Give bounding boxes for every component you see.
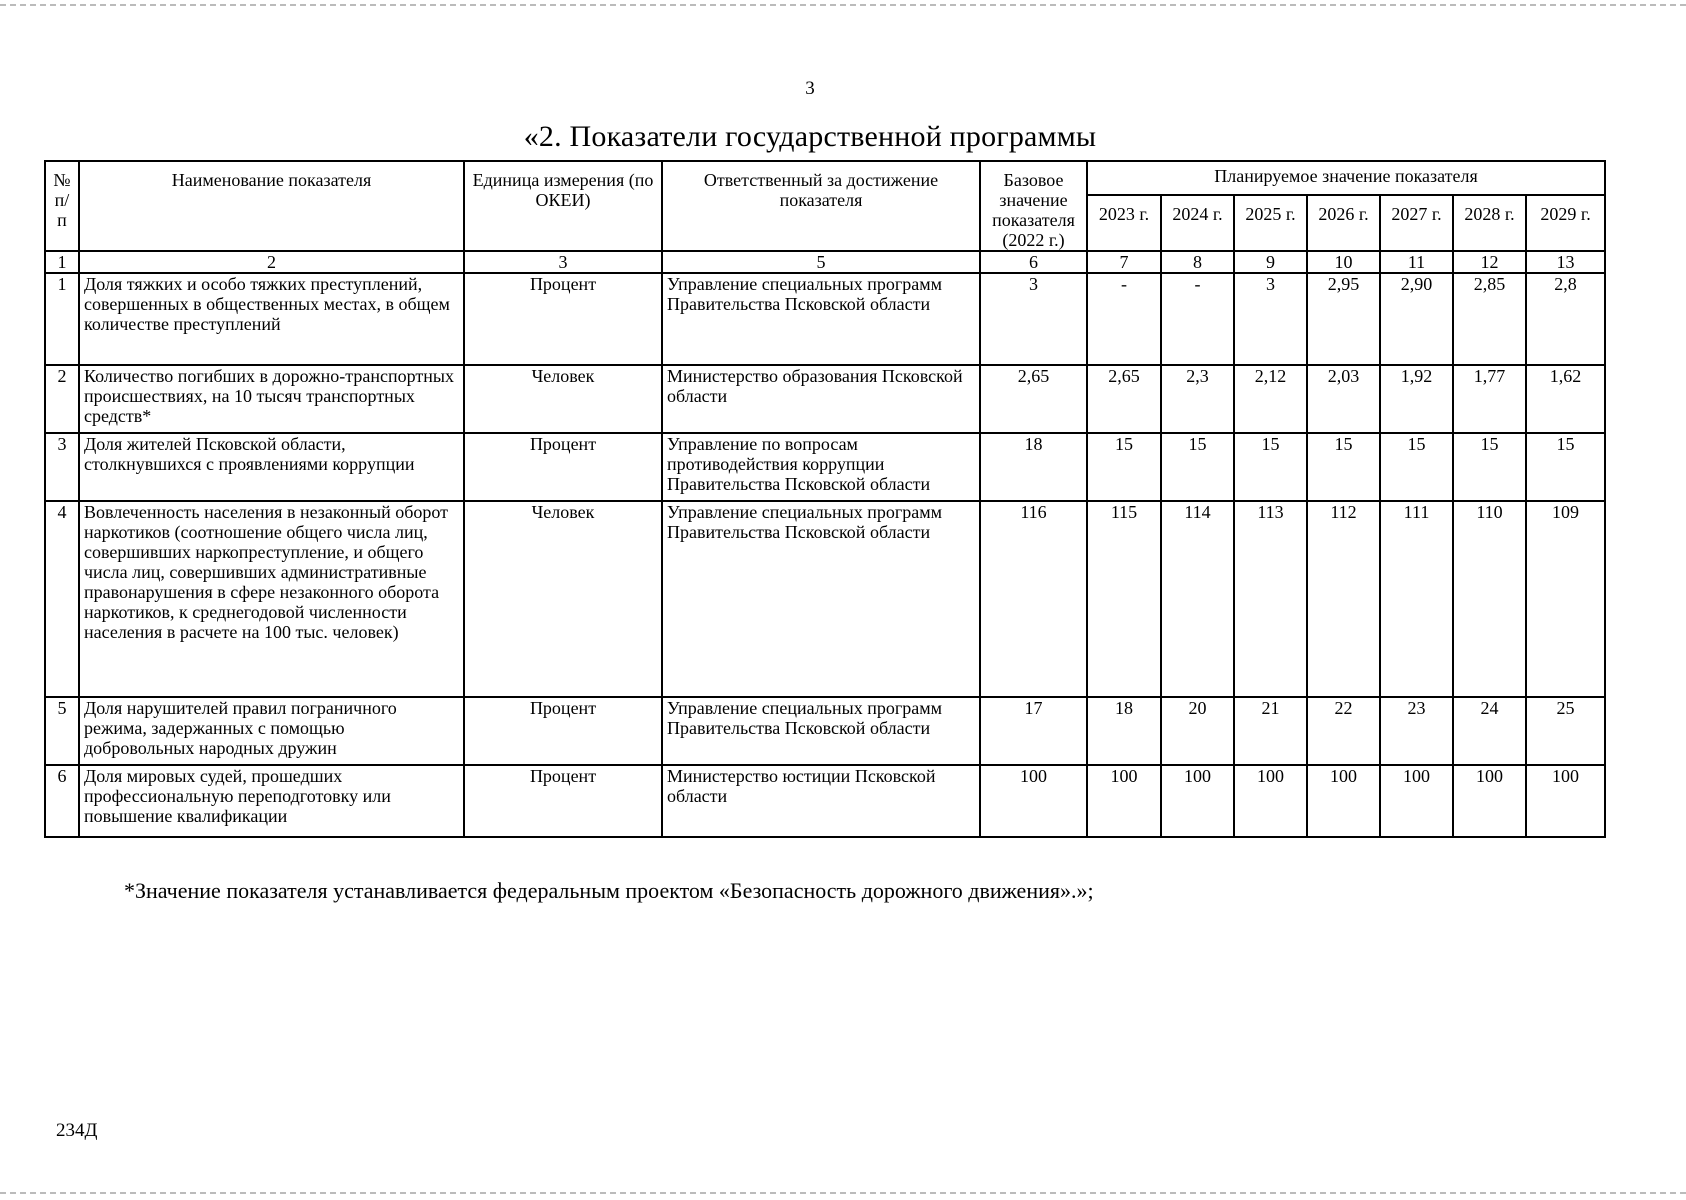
indicator-unit: Человек (464, 365, 662, 433)
indicator-responsible: Управление специальных программ Правительства Псковской области (662, 501, 980, 697)
column-number-row (45, 251, 1605, 273)
column-number: 7 (1087, 251, 1161, 273)
planned-value: 2,3 (1161, 365, 1234, 433)
indicator-name: Доля жителей Псковской области, столкнувшихся с проявлениями коррупции (79, 433, 464, 501)
indicators-table (44, 160, 1606, 838)
planned-value: 15 (1307, 433, 1380, 501)
column-number: 12 (1453, 251, 1526, 273)
column-number: 2 (79, 251, 464, 273)
planned-value: 15 (1161, 433, 1234, 501)
planned-value: 15 (1234, 433, 1307, 501)
planned-value: 15 (1526, 433, 1605, 501)
header-year: 2026 г. (1307, 195, 1380, 251)
base-value: 18 (980, 433, 1087, 501)
planned-value: 114 (1161, 501, 1234, 697)
header-num: № п/п (45, 161, 79, 251)
table-row (45, 765, 1605, 837)
row-number: 3 (45, 433, 79, 501)
header-year: 2028 г. (1453, 195, 1526, 251)
column-number: 9 (1234, 251, 1307, 273)
row-number: 1 (45, 273, 79, 365)
table-row (45, 273, 1605, 365)
scan-edge-top (0, 4, 1686, 6)
base-value: 3 (980, 273, 1087, 365)
planned-value: 18 (1087, 697, 1161, 765)
planned-value: 113 (1234, 501, 1307, 697)
planned-value: 100 (1307, 765, 1380, 837)
indicator-responsible: Управление специальных программ Правительства Псковской области (662, 697, 980, 765)
base-value: 17 (980, 697, 1087, 765)
base-value: 116 (980, 501, 1087, 697)
row-number: 4 (45, 501, 79, 697)
planned-value: 2,85 (1453, 273, 1526, 365)
column-number: 6 (980, 251, 1087, 273)
base-value: 100 (980, 765, 1087, 837)
planned-value: 20 (1161, 697, 1234, 765)
planned-value: - (1087, 273, 1161, 365)
planned-value: - (1161, 273, 1234, 365)
column-number: 13 (1526, 251, 1605, 273)
planned-value: 23 (1380, 697, 1453, 765)
indicator-name: Вовлеченность населения в незаконный оборот наркотиков (соотношение общего числа лиц, совершивших наркопреступление, и общего числа лиц, совершивших административные правонарушения в сфере незаконного оборота наркотиков, к среднегодовой численности населения в расчете на 100 тыс. человек) (79, 501, 464, 697)
indicator-unit: Процент (464, 433, 662, 501)
base-value: 2,65 (980, 365, 1087, 433)
header-year: 2027 г. (1380, 195, 1453, 251)
column-number: 5 (662, 251, 980, 273)
column-number: 8 (1161, 251, 1234, 273)
indicator-name: Доля тяжких и особо тяжких преступлений, совершенных в общественных местах, в общем количестве преступлений (79, 273, 464, 365)
planned-value: 22 (1307, 697, 1380, 765)
indicator-responsible: Управление по вопросам противодействия коррупции Правительства Псковской области (662, 433, 980, 501)
table-row (45, 501, 1605, 697)
planned-value: 100 (1380, 765, 1453, 837)
indicator-name: Доля мировых судей, прошедших профессиональную переподготовку или повышение квалификации (79, 765, 464, 837)
planned-value: 2,03 (1307, 365, 1380, 433)
indicator-name: Количество погибших в дорожно-транспортных происшествиях, на 10 тысяч транспортных средств* (79, 365, 464, 433)
scan-edge-bottom (0, 1192, 1686, 1194)
header-year: 2025 г. (1234, 195, 1307, 251)
row-number: 2 (45, 365, 79, 433)
row-number: 6 (45, 765, 79, 837)
indicator-responsible: Управление специальных программ Правительства Псковской области (662, 273, 980, 365)
planned-value: 110 (1453, 501, 1526, 697)
header-responsible: Ответственный за достижение показателя (662, 161, 980, 251)
column-number: 11 (1380, 251, 1453, 273)
planned-value: 15 (1380, 433, 1453, 501)
page-number: 3 (805, 78, 815, 99)
column-number: 1 (45, 251, 79, 273)
header-year: 2029 г. (1526, 195, 1605, 251)
planned-value: 2,95 (1307, 273, 1380, 365)
planned-value: 1,62 (1526, 365, 1605, 433)
column-number: 10 (1307, 251, 1380, 273)
table-row (45, 433, 1605, 501)
planned-value: 100 (1453, 765, 1526, 837)
planned-value: 100 (1087, 765, 1161, 837)
header-year: 2024 г. (1161, 195, 1234, 251)
planned-value: 15 (1087, 433, 1161, 501)
indicator-name: Доля нарушителей правил пограничного режима, задержанных с помощью добровольных народных дружин (79, 697, 464, 765)
planned-value: 3 (1234, 273, 1307, 365)
planned-value: 24 (1453, 697, 1526, 765)
footnote: *Значение показателя устанавливается федеральным проектом «Безопасность дорожного движения».»; (124, 878, 1094, 903)
planned-value: 2,65 (1087, 365, 1161, 433)
table-row (45, 697, 1605, 765)
planned-value: 111 (1380, 501, 1453, 697)
indicator-unit: Человек (464, 501, 662, 697)
header-row (45, 161, 1605, 195)
row-number: 5 (45, 697, 79, 765)
planned-value: 100 (1234, 765, 1307, 837)
indicator-unit: Процент (464, 765, 662, 837)
planned-value: 21 (1234, 697, 1307, 765)
document-code: 234Д (56, 1120, 98, 1141)
planned-value: 15 (1453, 433, 1526, 501)
page-title: «2. Показатели государственной программы (523, 120, 1097, 153)
planned-value: 109 (1526, 501, 1605, 697)
planned-value: 2,12 (1234, 365, 1307, 433)
planned-value: 112 (1307, 501, 1380, 697)
planned-value: 2,90 (1380, 273, 1453, 365)
table-row (45, 365, 1605, 433)
planned-value: 25 (1526, 697, 1605, 765)
planned-value: 1,92 (1380, 365, 1453, 433)
header-year: 2023 г. (1087, 195, 1161, 251)
indicator-unit: Процент (464, 273, 662, 365)
header-name: Наименование показателя (79, 161, 464, 251)
planned-value: 100 (1161, 765, 1234, 837)
planned-value: 1,77 (1453, 365, 1526, 433)
planned-value: 100 (1526, 765, 1605, 837)
column-number: 3 (464, 251, 662, 273)
indicator-responsible: Министерство образования Псковской области (662, 365, 980, 433)
planned-value: 2,8 (1526, 273, 1605, 365)
header-planned-value: Планируемое значение показателя (1087, 161, 1605, 195)
indicator-unit: Процент (464, 697, 662, 765)
planned-value: 115 (1087, 501, 1161, 697)
indicator-responsible: Министерство юстиции Псковской области (662, 765, 980, 837)
header-unit: Единица измерения (по ОКЕИ) (464, 161, 662, 251)
header-base-value: Базовое значение показателя (2022 г.) (980, 161, 1087, 251)
